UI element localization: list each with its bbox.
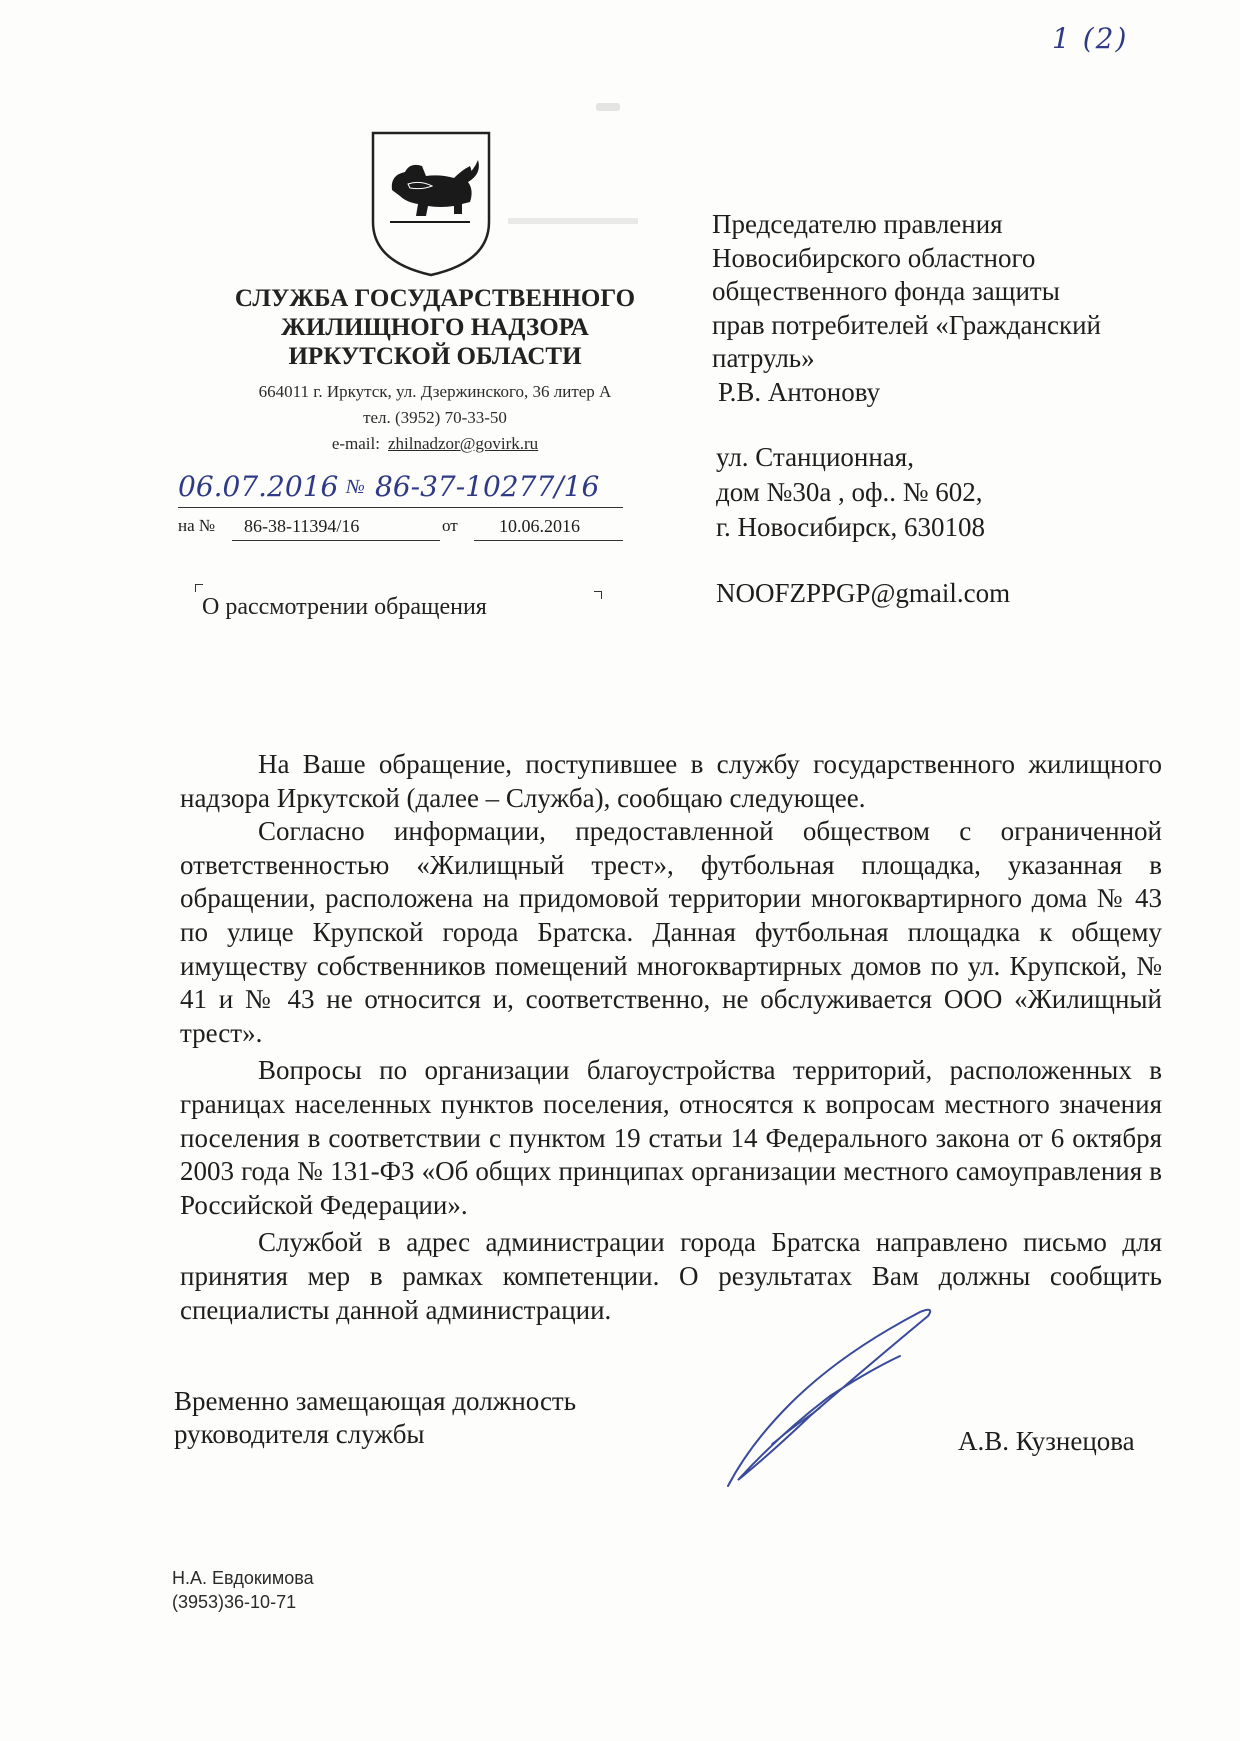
recipient-email[interactable]: NOOFZPPGP@gmail.com — [716, 578, 1011, 608]
handwritten-signature — [720, 1304, 960, 1494]
ref-prefix: на № — [178, 516, 216, 535]
scan-artifact — [596, 103, 620, 111]
org-email-label: e-mail: — [331, 434, 380, 453]
recipient-name: Р.В. Антонову — [718, 376, 881, 407]
bracket-corner — [195, 584, 203, 592]
signatory-title — [174, 1385, 576, 1451]
page-number: 1 (2) — [1052, 22, 1129, 55]
divider — [232, 540, 440, 541]
address-line: ул. Станционная, — [716, 442, 914, 472]
recipient-line: Новосибирского областного — [712, 242, 1036, 273]
outgoing-number: 86-37-10277/16 — [375, 470, 600, 503]
bracket-corner — [594, 591, 602, 599]
org-email-row — [160, 431, 710, 457]
subject-line: О рассмотрении обращения — [202, 594, 487, 620]
body-paragraph: Вопросы по организации благоустройства территорий, расположенных в границах населенных пунктов поселения, относятся к вопросам местного значения поселения в соответствии с пунктом 19 статьи 14 Федерального закона от 6 октября 2003 года № 131-ФЗ «Об общих принципах организации местного самоуправления в Российской Федерации». — [180, 1055, 1162, 1220]
body-paragraph: На Ваше обращение, поступившее в службу государственного жилищного надзора Иркутской (далее – Служба), сообщаю следующее. — [180, 749, 1162, 813]
scan-artifact — [508, 218, 638, 224]
signatory-title-line: руководителя службы — [174, 1419, 425, 1449]
letter-body — [180, 748, 1162, 1327]
executor-phone: (3953)36-10-71 — [172, 1592, 297, 1612]
org-name-line-1: СЛУЖБА ГОСУДАРСТВЕННОГО — [234, 285, 636, 312]
recipient-block — [712, 208, 1152, 409]
org-address: 664011 г. Иркутск, ул. Дзержинского, 36 литер А — [258, 382, 612, 401]
coat-of-arms-icon — [370, 130, 492, 278]
recipient-line: прав потребителей «Гражданский — [712, 309, 1101, 340]
address-line: г. Новосибирск, 630108 — [716, 512, 985, 542]
body-paragraph: Согласно информации, предоставленной обществом с ограниченной ответственностью «Жилищный трест», футбольная площадка, указанная в обращении, расположена на придомовой территории многоквартирного дома № 43 по улице Крупской города Братска. Данная футбольная площадка к общему имуществу собственников помещений многоквартирных домов по ул. Крупской, № 41 и № 43 не относится и, соответственно, не обслуживается ООО «Жилищный трест». — [180, 816, 1162, 1048]
org-name-line-2: ЖИЛИЩНОГО НАДЗОРА — [281, 314, 589, 341]
number-sign: № — [346, 476, 365, 498]
ref-number: 86-38-11394/16 — [244, 516, 360, 536]
recipient-line: общественного фонда защиты — [712, 276, 1060, 306]
signatory-name: А.В. Кузнецова — [958, 1426, 1135, 1456]
divider — [178, 507, 623, 508]
org-phone: тел. (3952) 70-33-50 — [363, 408, 507, 427]
outgoing-date: 06.07.2016 — [178, 470, 339, 503]
executor-name: Н.А. Евдокимова — [172, 1568, 314, 1588]
signatory-title-line: Временно замещающая должность — [174, 1386, 577, 1416]
organization-header — [160, 284, 710, 457]
executor-block — [172, 1566, 314, 1614]
org-email-link[interactable]: zhilnadzor@govirk.ru — [387, 434, 539, 453]
address-line: дом №30а , оф.. № 602, — [716, 477, 983, 507]
registration-block — [178, 470, 623, 540]
ref-date: 10.06.2016 — [499, 516, 580, 536]
ref-from-label: от — [442, 516, 458, 535]
reference-row — [178, 510, 623, 540]
recipient-line: патруль» — [712, 343, 815, 373]
recipient-line: Председателю правления — [712, 209, 1003, 239]
body-paragraph: Службой в адрес администрации города Братска направлено письмо для принятия мер в рамках компетенции. О результатах Вам должны сообщить специалисты данной администрации. — [180, 1227, 1162, 1325]
divider — [474, 540, 623, 541]
org-name-line-3: ИРКУТСКОЙ ОБЛАСТИ — [288, 343, 582, 370]
recipient-address — [716, 440, 985, 545]
